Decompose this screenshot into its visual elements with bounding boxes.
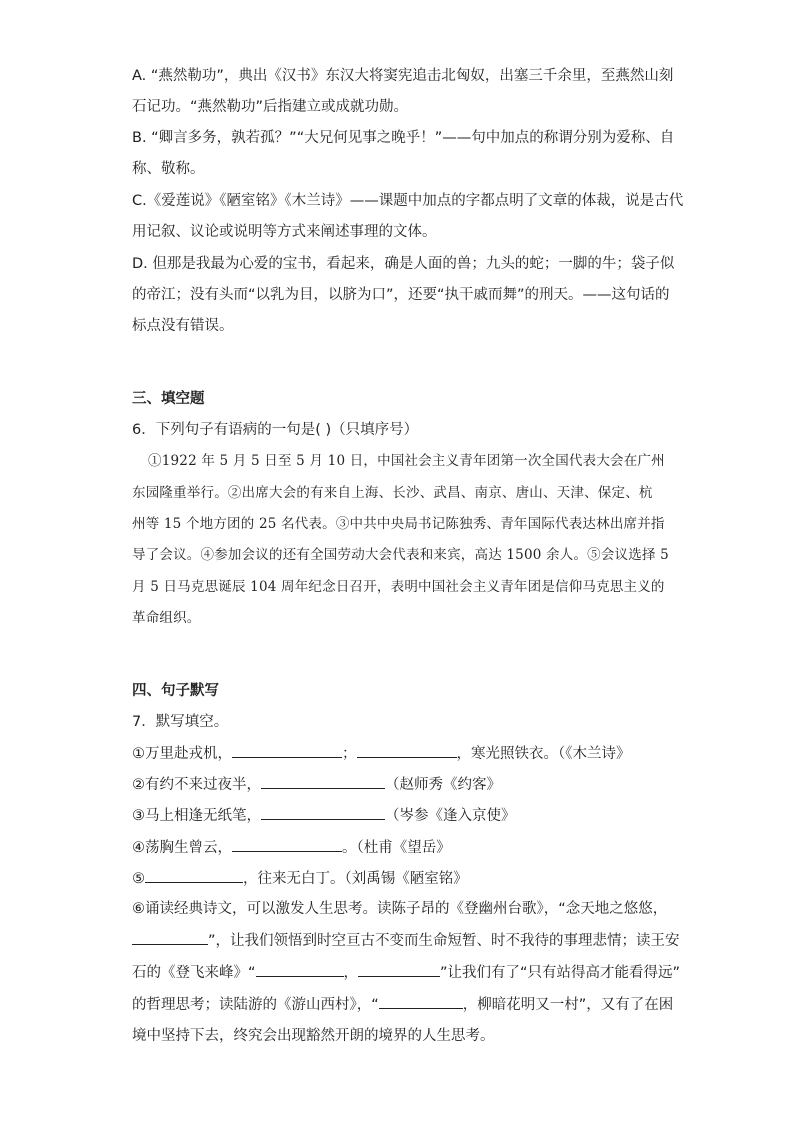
question-6-stem: 6．下列句子有语病的一句是( )（只填序号）	[132, 422, 419, 438]
q7-item-1	[132, 743, 672, 764]
q7-item-3-post: （岑参《逢入京使》	[385, 808, 516, 824]
option-a-line1: A. “燕然勒功”，典出《汉书》东汉大将窦宪追击北匈奴，出塞三千余里，至燕然山刻	[132, 68, 674, 84]
q6-passage-line3: 州等 15 个地方团的 25 名代表。③中共中央局书记陈独秀、青年国际代表达林出席并指	[132, 516, 665, 532]
option-a-line2: 石记功。“燕然勒功”后指建立或成就功勋。	[132, 99, 409, 115]
q7-item-1-blank-a[interactable]	[232, 743, 342, 758]
option-c-line1: C.《爱莲说》《陋室铭》《木兰诗》——课题中加点的字都点明了文章的体裁，说是古代	[132, 193, 684, 209]
q7-item-1-pre: ①万里赴戎机，	[132, 746, 232, 762]
q7-item-6-blank-a[interactable]	[132, 930, 208, 945]
q7-item-2-pre: ②有约不来过夜半，	[132, 777, 261, 793]
q7-item-2	[132, 774, 672, 795]
q7-item-2-post: （赵师秀《约客》	[385, 777, 501, 793]
option-b-line2: 称、敬称。	[132, 161, 205, 177]
q7-item-4-blank[interactable]	[232, 837, 342, 852]
q7-item-6-line2	[132, 930, 680, 951]
q7-item-6-line4-post: ，柳暗花明又一村”，又有了在困	[462, 997, 674, 1013]
option-c-line2: 用记叙、议论或说明等方式来阐述事理的文体。	[132, 224, 437, 240]
q7-item-3-pre: ③马上相逢无纸笔，	[132, 808, 261, 824]
section-heading-fill-blank: 三、填空题	[132, 391, 205, 407]
q7-item-5-post: ，往来无白丁。（刘禹锡《陋室铭》	[243, 871, 468, 887]
q7-item-6-line3-post: ”让我们有了“只有站得高才能看得远”	[440, 965, 681, 981]
q7-item-6-line1: ⑥诵读经典诗文，可以激发人生思考。读陈子昂的《登幽州台歌》，“念天地之悠悠，	[132, 901, 668, 917]
question-7-stem: 7．默写填空。	[132, 714, 229, 730]
q7-item-6-line3-mid: ，	[343, 965, 359, 981]
q7-item-4-post: 。（杜甫《望岳》	[342, 840, 451, 856]
q7-item-6-line4	[132, 994, 672, 1015]
q7-item-1-post: ，寒光照铁衣。（《木兰诗》	[456, 746, 631, 762]
q7-item-6-blank-d[interactable]	[379, 994, 463, 1009]
q7-item-4	[132, 837, 672, 858]
q7-item-2-blank[interactable]	[261, 774, 385, 789]
option-d-line2: 的帝江；没有头而“以乳为目，以脐为口”，还要“执干戚而舞”的刑天。——这句话的	[132, 287, 670, 303]
option-d-line1: D. 但那是我最为心爱的宝书，看起来，确是人面的兽；九头的蛇；一脚的牛；袋子似	[132, 256, 675, 272]
q7-item-6-line2-post: ”，让我们领悟到时空亘古不变而生命短暂、时不我待的事理悲情；读王安	[208, 933, 680, 949]
q7-item-6-blank-c[interactable]	[358, 962, 440, 977]
q7-item-6-line4-pre: 的哲理思考；读陆游的《游山西村》，“	[132, 997, 379, 1013]
option-b-line1: B. “卿言多务，孰若孤？”“大兄何见事之晚乎！”——句中加点的称谓分别为爱称、自	[132, 130, 675, 146]
q7-item-6-blank-b[interactable]	[256, 962, 344, 977]
q7-item-6-line5: 境中坚持下去，终究会出现豁然开朗的境界的人生思考。	[132, 1028, 495, 1044]
q6-passage-line1: ①1922 年 5 月 5 日至 5 月 10 日，中国社会主义青年团第一次全国代表大会在广州	[148, 453, 665, 469]
section-heading-dictation: 四、句子默写	[132, 683, 219, 699]
q7-item-5	[132, 868, 672, 889]
q7-item-5-pre: ⑤	[132, 871, 145, 887]
q7-item-1-mid: ；	[342, 746, 357, 762]
q7-item-3	[132, 805, 672, 826]
q6-passage-line5: 月 5 日马克思诞辰 104 周年纪念日召开，表明中国社会主义青年团是信仰马克思主义的	[132, 579, 665, 595]
q6-passage-line6: 革命组织。	[132, 610, 201, 626]
q7-item-6-line3-pre: 石的《登飞来峰》“	[132, 965, 256, 981]
q7-item-5-blank[interactable]	[145, 868, 243, 883]
q7-item-6-line3	[132, 962, 681, 983]
option-d-line3: 标点没有错误。	[132, 318, 234, 334]
q7-item-1-blank-b[interactable]	[357, 743, 457, 758]
q7-item-4-pre: ④荡胸生曾云，	[132, 840, 232, 856]
q6-passage-line2: 东园隆重举行。②出席大会的有来自上海、长沙、武昌、南京、唐山、天津、保定、杭	[132, 485, 653, 501]
q6-passage-line4: 导了会议。④参加会议的还有全国劳动大会代表和来宾，高达 1500 余人。⑤会议选择 5	[132, 547, 669, 563]
q7-item-3-blank[interactable]	[261, 805, 385, 820]
